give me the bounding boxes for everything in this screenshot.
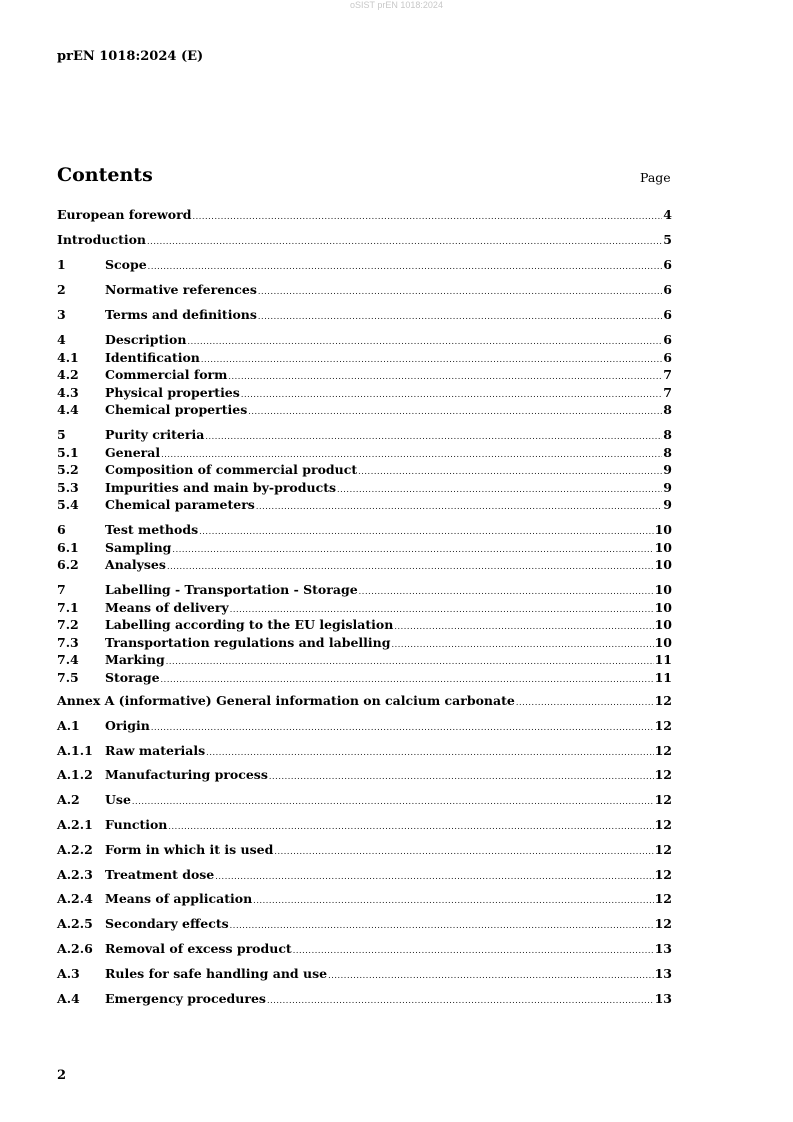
dot-leader (151, 723, 654, 732)
toc-entry-title: Origin (105, 717, 150, 733)
toc-entry[interactable] (57, 916, 672, 934)
toc-entry-page: 7 (663, 367, 672, 382)
dot-leader (192, 212, 662, 221)
dot-leader (256, 502, 662, 511)
toc-entry-title: Emergency procedures (105, 990, 266, 1006)
dot-leader (328, 971, 654, 980)
toc-entry-page: 10 (654, 634, 672, 650)
toc-entry-page: 10 (654, 582, 672, 597)
toc-entry-page: 10 (654, 539, 672, 555)
toc-entry-page: 6 (663, 332, 672, 347)
toc-entry-title: Commercial form (105, 367, 228, 382)
toc-entry-number: 5.2 (57, 462, 79, 477)
toc-entry-page: 12 (654, 742, 672, 758)
toc-entry-title: Form in which it is used (105, 841, 274, 857)
dot-leader (253, 896, 653, 905)
dot-leader (215, 872, 653, 881)
dot-leader (167, 562, 654, 571)
toc-entry[interactable] (57, 445, 672, 463)
toc-entry-number: A.1 (57, 717, 80, 733)
toc-entry-page: 13 (654, 940, 672, 956)
dot-leader (132, 797, 654, 806)
toc-entry-number: 7.5 (57, 669, 79, 685)
toc-entry[interactable] (57, 652, 672, 670)
toc-entry-number: 5 (57, 427, 66, 442)
toc-entry-title: Test methods (105, 522, 199, 537)
toc-entry-number: 1 (57, 257, 66, 272)
toc-entry-page: 13 (654, 990, 672, 1006)
toc-entry-title: Scope (105, 257, 147, 272)
toc-entry-number: 4.4 (57, 402, 79, 417)
toc-entry-title: Raw materials (105, 742, 206, 758)
toc-entry-number: 6.2 (57, 557, 79, 572)
dot-leader (201, 355, 662, 364)
toc-entry-page: 12 (654, 792, 672, 808)
toc-entry-title: Storage (105, 669, 160, 685)
toc-entry[interactable] (57, 693, 672, 711)
toc-entry-title: Impurities and main by-products (105, 479, 336, 495)
toc-entry-number: 7 (57, 582, 66, 597)
toc-entry[interactable] (57, 332, 672, 350)
toc-entry[interactable] (57, 817, 672, 835)
page-column-label: Page (640, 170, 671, 185)
toc-entry-number: 4.2 (57, 367, 79, 382)
toc-entry-number: A.1.2 (57, 767, 93, 783)
toc-entry-page: 9 (663, 497, 672, 512)
toc-entry-page: 12 (654, 717, 672, 733)
toc-entry-title: Chemical parameters (105, 497, 255, 512)
toc-entry-title: Sampling (105, 539, 172, 555)
toc-entry-page: 8 (663, 427, 672, 442)
toc-entry[interactable] (57, 385, 672, 403)
dot-leader (230, 605, 654, 614)
toc-entry-title: Function (105, 816, 168, 832)
toc-entry-title: Chemical properties (105, 402, 248, 417)
toc-entry[interactable] (57, 670, 672, 688)
dot-leader (358, 467, 662, 476)
dot-leader (187, 337, 662, 346)
toc-entry[interactable] (57, 232, 672, 250)
toc-entry[interactable] (57, 767, 672, 785)
toc-entry-number: A.2 (57, 792, 80, 808)
toc-entry[interactable] (57, 540, 672, 558)
toc-entry-page: 6 (663, 282, 672, 297)
toc-entry[interactable] (57, 792, 672, 810)
toc-entry-number: A.2.5 (57, 916, 93, 932)
toc-entry[interactable] (57, 402, 672, 420)
toc-entry-page: 9 (663, 462, 672, 477)
toc-entry-page: 12 (654, 816, 672, 832)
toc-entry[interactable] (57, 617, 672, 635)
toc-entry-number: 5.4 (57, 497, 79, 512)
toc-entry-title: Labelling according to the EU legislation (105, 617, 394, 632)
toc-entry-title: Transportation regulations and labelling (105, 634, 391, 650)
dot-leader (161, 675, 654, 684)
toc-entry-page: 9 (663, 479, 672, 495)
toc-entry-title: Terms and definitions (105, 307, 257, 322)
toc-entry-page: 7 (663, 384, 672, 400)
toc-entry[interactable] (57, 635, 672, 653)
dot-leader (392, 640, 654, 649)
toc-entry-title: Analyses (105, 557, 166, 572)
toc-entry[interactable] (57, 941, 672, 959)
dot-leader (293, 946, 654, 955)
toc-entry[interactable] (57, 497, 672, 515)
dot-leader (258, 287, 662, 296)
toc-entry-number: A.2.2 (57, 841, 93, 857)
dot-leader (241, 390, 662, 399)
toc-entry-number: 7.3 (57, 634, 79, 650)
toc-entry[interactable] (57, 282, 672, 300)
toc-entry-page: 5 (663, 232, 672, 247)
toc-entry-title: Use (105, 792, 131, 808)
toc-entry[interactable] (57, 462, 672, 480)
footer-page-number: 2 (57, 1068, 67, 1083)
toc-entry[interactable] (57, 307, 672, 325)
dot-leader (166, 657, 654, 666)
toc-entry[interactable] (57, 966, 672, 984)
toc-entry[interactable] (57, 427, 672, 445)
toc-entry-title: Marking (105, 652, 165, 667)
toc-entry-page: 12 (654, 916, 672, 932)
toc-entry-title: Introduction (57, 232, 147, 247)
dot-leader (269, 772, 654, 781)
toc-entry-page: 6 (663, 257, 672, 272)
dot-leader (337, 485, 662, 494)
contents-title: Contents (57, 164, 153, 186)
toc-entry[interactable] (57, 367, 672, 385)
toc-entry[interactable] (57, 582, 672, 600)
toc-entry-title: Annex A (informative) General information on calcium carbonate (57, 693, 515, 708)
toc-entry-number: 2 (57, 282, 66, 297)
document-id: prEN 1018:2024 (E) (57, 49, 204, 64)
toc-entry-number: 4.1 (57, 349, 79, 365)
toc-entry-number: 7.4 (57, 652, 79, 667)
watermark: oSIST prEN 1018:2024 (350, 0, 443, 10)
toc-entry[interactable] (57, 891, 672, 909)
toc-entry-number: A.3 (57, 965, 80, 981)
toc-entry-page: 10 (654, 617, 672, 632)
dot-leader (274, 847, 653, 856)
dot-leader (199, 527, 653, 536)
toc-entry[interactable] (57, 257, 672, 275)
toc-entry[interactable] (57, 743, 672, 761)
toc-entry-page: 6 (663, 349, 672, 365)
toc-entry-page: 12 (654, 866, 672, 882)
dot-leader (267, 996, 654, 1005)
toc-entry-number: A.2.6 (57, 940, 93, 956)
toc-entry-page: 10 (654, 599, 672, 615)
toc-entry-number: 3 (57, 307, 66, 322)
dot-leader (168, 822, 653, 831)
dot-leader (230, 921, 654, 930)
toc-entry-title: Identification (105, 349, 200, 365)
dot-leader (359, 587, 654, 596)
toc-entry-page: 12 (654, 693, 672, 708)
toc-entry-title: Removal of excess product (105, 940, 292, 956)
toc-entry-page: 13 (654, 965, 672, 981)
toc-entry[interactable] (57, 600, 672, 618)
toc-entry-number: A.1.1 (57, 742, 93, 758)
toc-entry-number: A.4 (57, 990, 80, 1006)
toc-entry-title: Secondary effects (105, 916, 229, 932)
toc-entry-page: 10 (654, 522, 672, 537)
toc-entry-number: A.2.1 (57, 816, 93, 832)
toc-entry-title: Rules for safe handling and use (105, 965, 328, 981)
dot-leader (394, 622, 653, 631)
toc-entry-title: Physical properties (105, 384, 240, 400)
dot-leader (228, 372, 662, 381)
toc-entry[interactable] (57, 207, 672, 225)
toc-entry-number: 4.3 (57, 384, 79, 400)
dot-leader (161, 450, 662, 459)
toc-entry-title: Normative references (105, 282, 257, 297)
toc-entry[interactable] (57, 718, 672, 736)
toc-entry-title: Means of application (105, 891, 253, 907)
table-of-contents (57, 207, 672, 1008)
dot-leader (172, 545, 653, 554)
toc-entry-title: Treatment dose (105, 866, 215, 882)
toc-entry-page: 11 (654, 669, 672, 685)
toc-entry-page: 8 (663, 444, 672, 460)
toc-entry[interactable] (57, 557, 672, 575)
toc-entry-number: 6 (57, 522, 66, 537)
toc-entry-number: 7.1 (57, 599, 79, 615)
toc-entry-page: 11 (654, 652, 672, 667)
dot-leader (248, 407, 662, 416)
toc-entry-page: 8 (663, 402, 672, 417)
toc-entry[interactable] (57, 991, 672, 1009)
toc-entry[interactable] (57, 867, 672, 885)
toc-entry[interactable] (57, 480, 672, 498)
toc-entry-number: 7.2 (57, 617, 79, 632)
toc-entry-page: 12 (654, 841, 672, 857)
toc-entry-number: 6.1 (57, 539, 79, 555)
toc-entry-number: A.2.3 (57, 866, 93, 882)
toc-entry-title: Means of delivery (105, 599, 229, 615)
toc-entry-page: 4 (663, 207, 672, 222)
toc-entry-title: Purity criteria (105, 427, 205, 442)
toc-entry-page: 12 (654, 891, 672, 907)
toc-entry-page: 12 (654, 767, 672, 783)
toc-entry[interactable] (57, 842, 672, 860)
dot-leader (258, 312, 662, 321)
toc-entry-number: A.2.4 (57, 891, 93, 907)
toc-entry-number: 5.1 (57, 444, 79, 460)
toc-entry-title: Labelling - Transportation - Storage (105, 582, 358, 597)
toc-entry-page: 6 (663, 307, 672, 322)
dot-leader (516, 698, 654, 707)
toc-entry-title: Composition of commercial product (105, 462, 358, 477)
dot-leader (147, 237, 662, 246)
toc-entry[interactable] (57, 350, 672, 368)
toc-entry-number: 4 (57, 332, 66, 347)
toc-entry-page: 10 (654, 557, 672, 572)
dot-leader (206, 748, 653, 757)
toc-entry[interactable] (57, 522, 672, 540)
toc-entry-title: Manufacturing process (105, 767, 268, 783)
dot-leader (205, 432, 662, 441)
toc-entry-title: European foreword (57, 207, 192, 222)
dot-leader (148, 262, 663, 271)
toc-entry-number: 5.3 (57, 479, 79, 495)
toc-entry-title: General (105, 444, 161, 460)
toc-entry-title: Description (105, 332, 187, 347)
